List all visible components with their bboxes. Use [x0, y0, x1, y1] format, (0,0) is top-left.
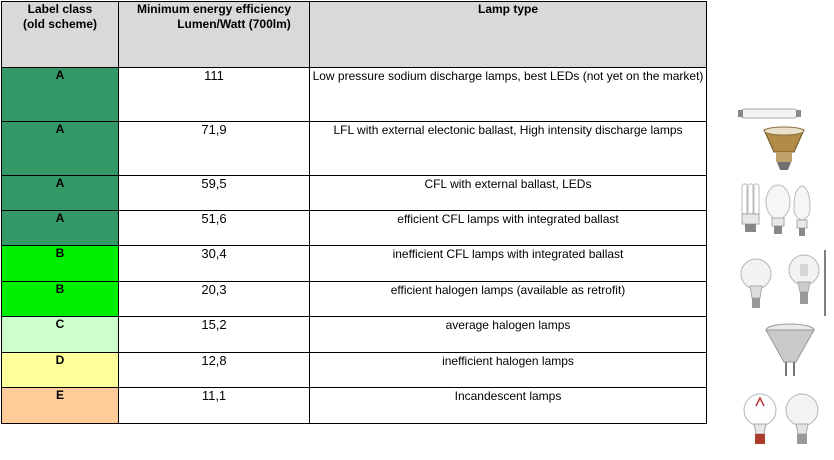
- header-efficiency-line1: Minimum energy efficiency: [136, 2, 292, 16]
- lamp-type-cell: CFL with external ballast, LEDs: [310, 176, 707, 211]
- led-spot-bulb-icon: [760, 126, 808, 172]
- label-class-cell: A: [2, 122, 119, 176]
- lamp-type-cell: efficient CFL lamps with integrated ballast: [310, 211, 707, 246]
- efficiency-cell: 12,8: [119, 353, 310, 388]
- lamp-type-cell: average halogen lamps: [310, 317, 707, 353]
- lamp-type-cell: Incandescent lamps: [310, 388, 707, 424]
- label-class-cell: E: [2, 388, 119, 424]
- table-row: [2, 68, 707, 122]
- lamp-type-cell: Low pressure sodium discharge lamps, best LEDs (not yet on the market): [310, 68, 707, 122]
- header-lamp-type: [310, 2, 707, 68]
- efficiency-cell: 111: [119, 68, 310, 122]
- header-lamp-type-text: Lamp type: [477, 2, 538, 16]
- energy-class-table: [1, 1, 707, 424]
- header-label-class: [2, 2, 119, 68]
- table-row: [2, 353, 707, 388]
- lamp-type-cell: inefficient CFL lamps with integrated ballast: [310, 246, 707, 282]
- header-label-class-line2: (old scheme): [22, 17, 97, 31]
- table-row: [2, 282, 707, 317]
- table-row: [2, 388, 707, 424]
- cfl-bulbs-icon: [738, 180, 822, 240]
- table-row: [2, 246, 707, 282]
- header-label-class-line1: Label class: [27, 2, 93, 16]
- efficiency-cell: 11,1: [119, 388, 310, 424]
- table-row: [2, 211, 707, 246]
- incandescent-bulbs-icon: [738, 388, 828, 452]
- efficiency-cell: 71,9: [119, 122, 310, 176]
- lamp-type-cell: efficient halogen lamps (available as retrofit): [310, 282, 707, 317]
- header-efficiency: [119, 2, 310, 68]
- label-class-cell: A: [2, 176, 119, 211]
- efficiency-cell: 15,2: [119, 317, 310, 353]
- fluorescent-tube-icon: [738, 106, 802, 122]
- header-row: [2, 2, 707, 68]
- efficiency-cell: 51,6: [119, 211, 310, 246]
- mr16-halogen-icon: [762, 322, 818, 380]
- label-class-cell: D: [2, 353, 119, 388]
- efficiency-cell: 59,5: [119, 176, 310, 211]
- label-class-cell: A: [2, 211, 119, 246]
- lamp-type-cell: inefficient halogen lamps: [310, 353, 707, 388]
- header-efficiency-line2: Lumen/Watt (700lm): [177, 17, 291, 31]
- table-row: [2, 122, 707, 176]
- halogen-bulbs-icon: [736, 248, 830, 318]
- table-row: [2, 176, 707, 211]
- table-row: [2, 317, 707, 353]
- efficiency-cell: 30,4: [119, 246, 310, 282]
- efficiency-cell: 20,3: [119, 282, 310, 317]
- label-class-cell: B: [2, 246, 119, 282]
- label-class-cell: A: [2, 68, 119, 122]
- lamp-type-cell: LFL with external electonic ballast, High intensity discharge lamps: [310, 122, 707, 176]
- label-class-cell: C: [2, 317, 119, 353]
- label-class-cell: B: [2, 282, 119, 317]
